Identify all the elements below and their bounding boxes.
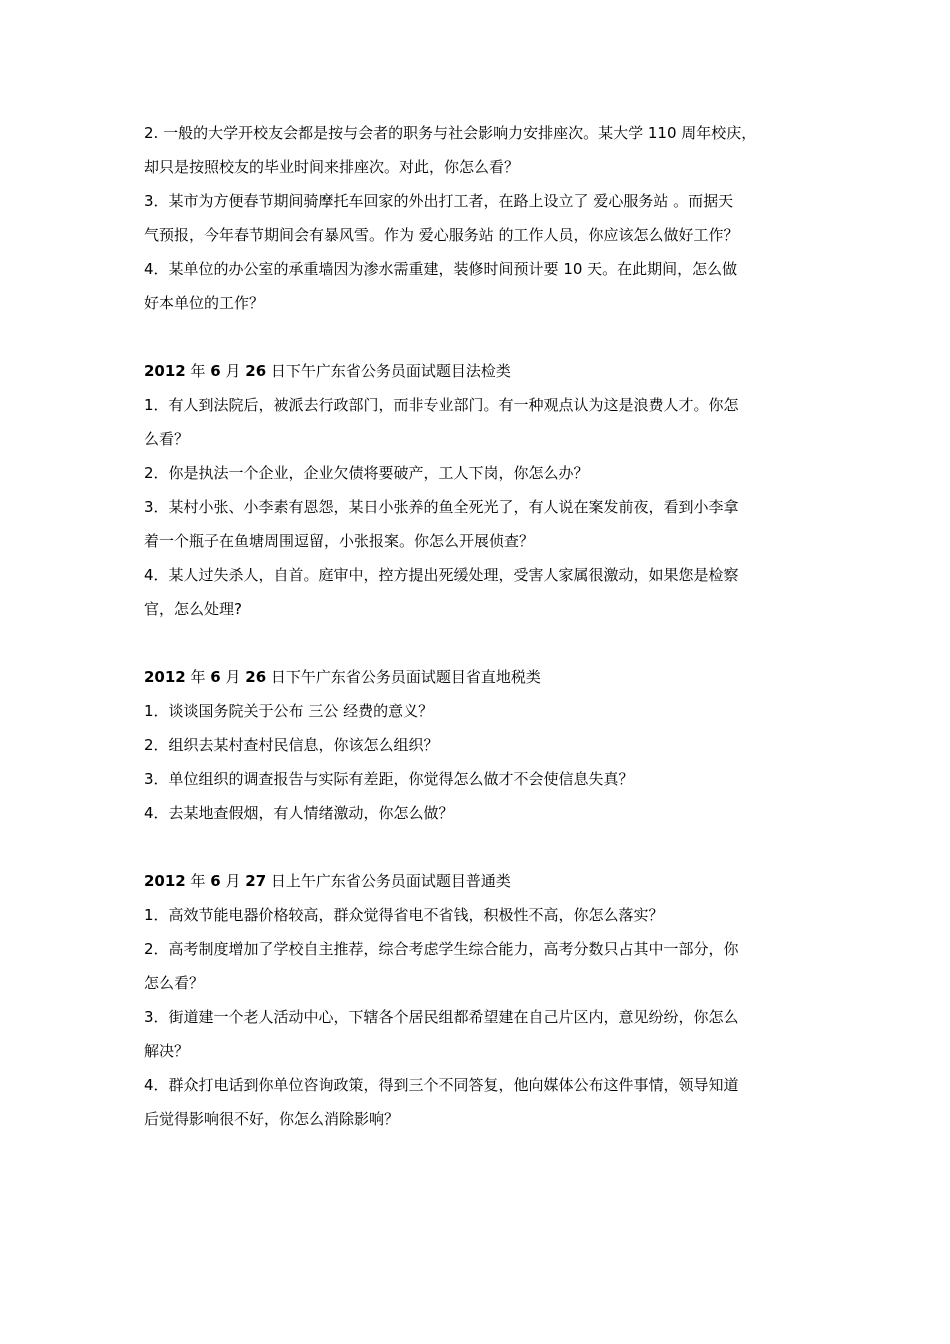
question-list (144, 898, 808, 1136)
question-item: 1．有人到法院后，被派去行政部门，而非专业部门。有一种观点认为这是浪费人才。你怎 么看？ (144, 396, 739, 448)
question-item: 4．某人过失杀人，自首。庭审中，控方提出死缓处理，受害人家属很激动，如果您是检察 官，怎么处理? (144, 566, 739, 618)
document-page (144, 116, 808, 1136)
question-item: 3．单位组织的调查报告与实际有差距，你觉得怎么做才不会使信息失真？ (144, 770, 634, 788)
question-item: 3．某市为方便春节期间骑摩托车回家的外出打工者，在路上设立了 爱心服务站 。而据天 气预报，今年春节期间会有暴风雪。作为 爱心服务站 的工作人员，你应该怎么做好工作？ (144, 192, 739, 244)
question-list (144, 116, 808, 320)
question-item: 3．街道建一个老人活动中心，下辖各个居民组都希望建在自己片区内，意见纷纷，你怎么 解决？ (144, 1008, 739, 1060)
question-item: 1．谈谈国务院关于公布 三公 经费的意义？ (144, 702, 434, 720)
question-list (144, 388, 808, 626)
question-item: 3．某村小张、小李素有恩怨，某日小张养的鱼全死光了，有人说在案发前夜，看到小李拿 着一个瓶子在鱼塘周围逗留，小张报案。你怎么开展侦查？ (144, 498, 739, 550)
section-heading: 2012 年 6 月 27 日上午广东省公务员面试题目普通类 (144, 872, 511, 890)
section-heading: 2012 年 6 月 26 日下午广东省公务员面试题目省直地税类 (144, 668, 541, 686)
section-heading: 2012 年 6 月 26 日下午广东省公务员面试题目法检类 (144, 362, 511, 380)
question-item: 2．你是执法一个企业，企业欠债将要破产，工人下岗，你怎么办？ (144, 464, 589, 482)
question-item: 4．去某地查假烟，有人情绪激动，你怎么做？ (144, 804, 454, 822)
question-item: 2. 一般的大学开校友会都是按与会者的职务与社会影响力安排座次。某大学 110 周年校庆， 却只是按照校友的毕业时间来排座次。对此，你怎么看？ (144, 124, 757, 176)
question-list (144, 694, 808, 830)
question-item: 2．高考制度增加了学校自主推荐，综合考虑学生综合能力，高考分数只占其中一部分，你 怎么看？ (144, 940, 739, 992)
question-item: 4．群众打电话到你单位咨询政策，得到三个不同答复，他向媒体公布这件事情，领导知道 后觉得影响很不好，你怎么消除影响？ (144, 1076, 739, 1128)
question-item: 2．组织去某村查村民信息，你该怎么组织？ (144, 736, 439, 754)
question-item: 4．某单位的办公室的承重墙因为渗水需重建，装修时间预计要 10 天。在此期间，怎么做 好本单位的工作？ (144, 260, 738, 312)
question-item: 1．高效节能电器价格较高，群众觉得省电不省钱，积极性不高，你怎么落实？ (144, 906, 664, 924)
